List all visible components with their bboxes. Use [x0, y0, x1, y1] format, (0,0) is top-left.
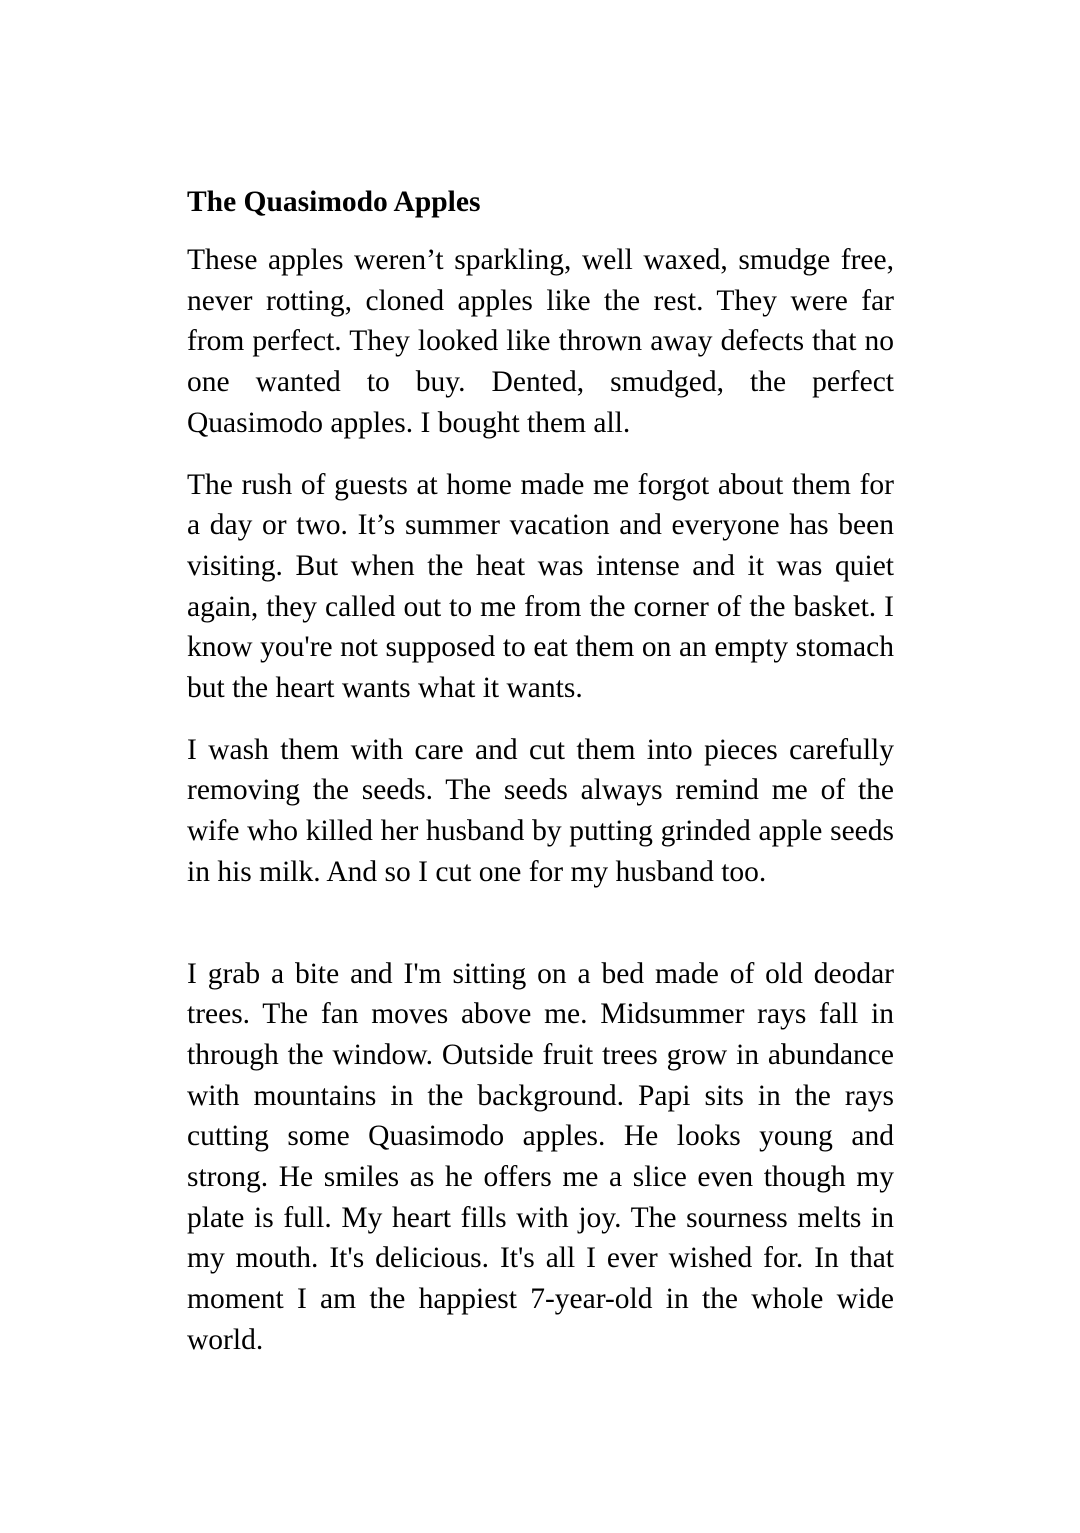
- document-title: The Quasimodo Apples: [187, 186, 481, 218]
- document-page: [187, 180, 894, 1361]
- paragraph-2: The rush of guests at home made me forgot about them for a day or two. It’s summer vacation and everyone has been visiting. But when the heat was intense and it was quiet again, they called out to me from the corner of the basket. I know you're not supposed to eat them on an empty stomach but the heart wants what it wants.: [187, 468, 894, 705]
- paragraph-3: I wash them with care and cut them into pieces carefully removing the seeds. The seeds always remind me of the wife who killed her husband by putting grinded apple seeds in his milk. And so I cut one for my husband too.: [187, 733, 894, 888]
- paragraph-1: These apples weren’t sparkling, well waxed, smudge free, never rotting, cloned apples like the rest. They were far from perfect. They looked like thrown away defects that no one wanted to buy. Dented, smudged, the perfect Quasimodo apples. I bought them all.: [187, 244, 894, 439]
- paragraph-4: I grab a bite and I'm sitting on a bed made of old deodar trees. The fan moves above me. Midsummer rays fall in through the window. Outside fruit trees grow in abundance with mountains in the background. Papi sits in the rays cutting some Quasimodo apples. He looks young and strong. He smiles as he offers me a slice even though my plate is full. My heart fills with joy. The sourness melts in my mouth. It's delicious. It's all I ever wished for. In that moment I am the happiest 7-year-old in the whole wide world.: [187, 957, 894, 1356]
